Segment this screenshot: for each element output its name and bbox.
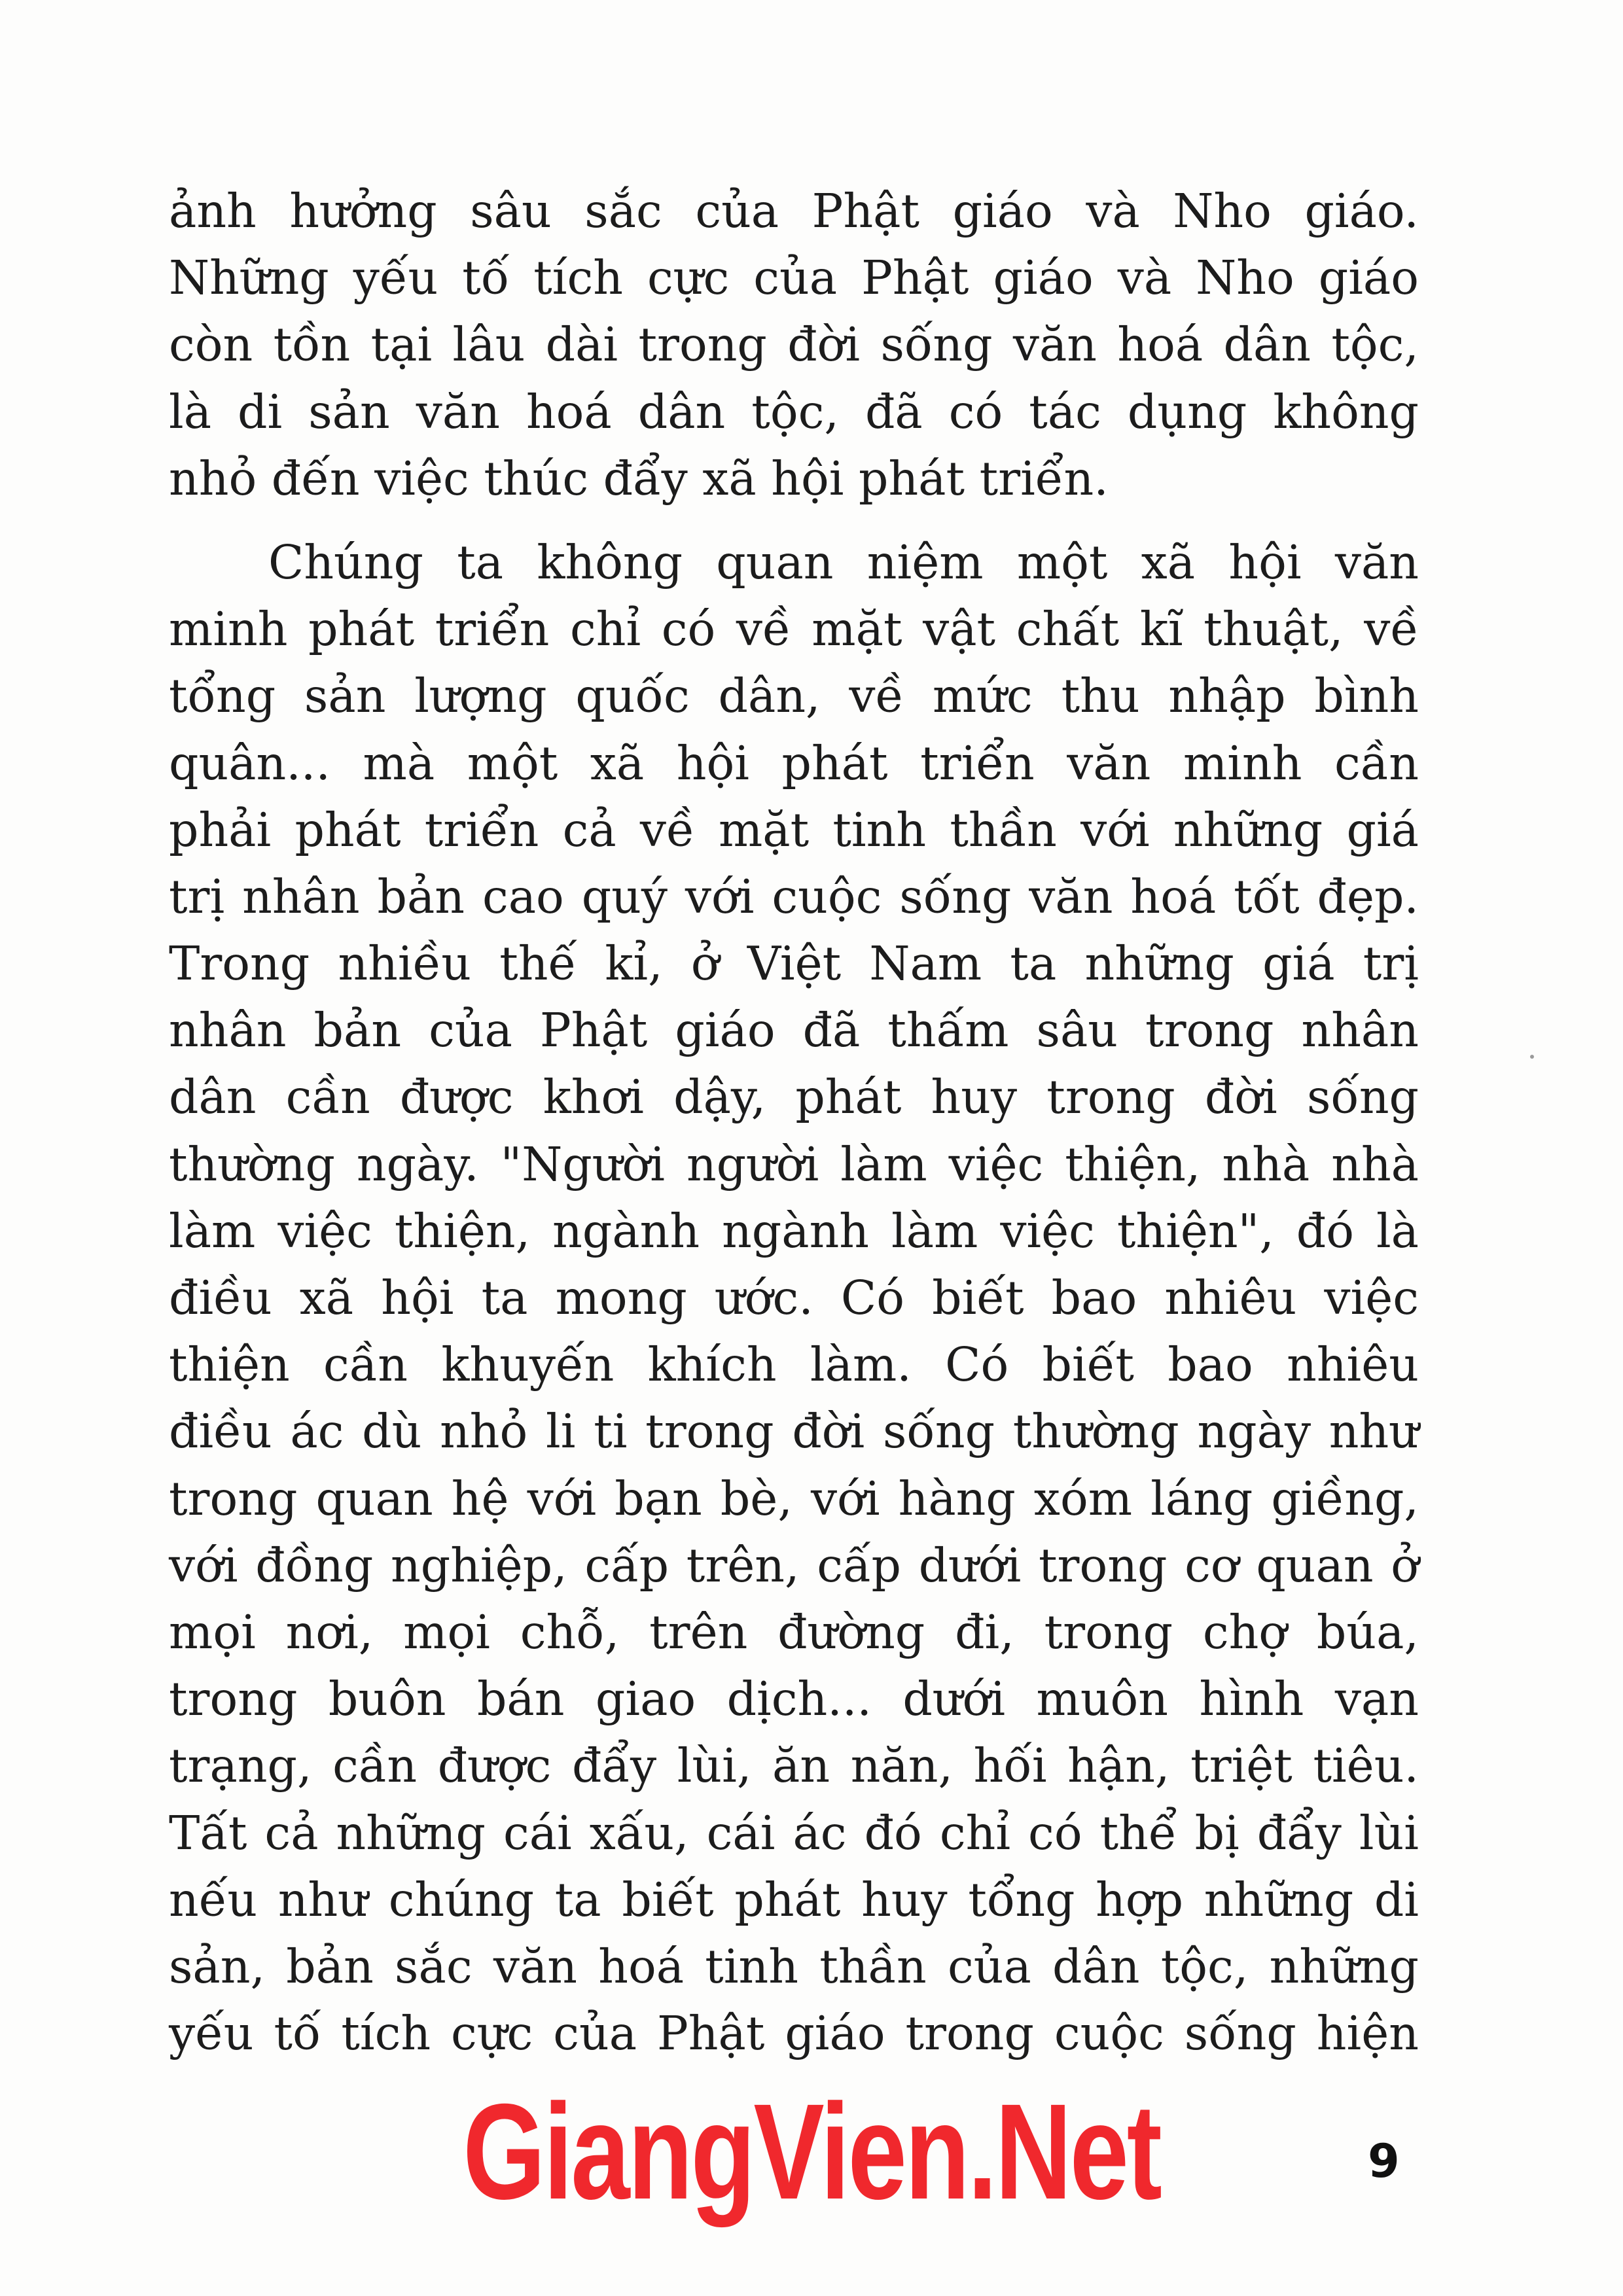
text-line: phải phát triển cả về mặt tinh thần với những giá xyxy=(169,802,1419,857)
text-line: Chúng ta không quan niệm một xã hội văn xyxy=(268,535,1419,590)
scan-speck xyxy=(1530,1055,1534,1059)
text-line: làm việc thiện, ngành ngành làm việc thiện", đó là xyxy=(169,1203,1419,1258)
text-line: còn tồn tại lâu dài trong đời sống văn hoá dân tộc, xyxy=(169,317,1419,372)
text-line: dân cần được khơi dậy, phát huy trong đời sống xyxy=(169,1070,1419,1125)
text-line: Những yếu tố tích cực của Phật giáo và Nho giáo xyxy=(169,251,1419,306)
text-line: Tất cả những cái xấu, cái ác đó chỉ có thể bị đẩy lùi xyxy=(169,1805,1419,1860)
text-line: trong buôn bán giao dịch... dưới muôn hình vạn xyxy=(169,1672,1419,1727)
text-line: quân... mà một xã hội phát triển văn minh cần xyxy=(169,735,1419,790)
page-number: 9 xyxy=(1368,2134,1400,2188)
text-line: là di sản văn hoá dân tộc, đã có tác dụng không xyxy=(169,384,1419,439)
paragraph-gap xyxy=(169,512,1419,529)
text-line: mọi nơi, mọi chỗ, trên đường đi, trong chợ búa, xyxy=(169,1604,1419,1659)
text-line: nhân bản của Phật giáo đã thấm sâu trong nhân xyxy=(169,1003,1419,1058)
text-line: nhỏ đến việc thúc đẩy xã hội phát triển. xyxy=(169,451,1109,506)
text-line: tổng sản lượng quốc dân, về mức thu nhập bình xyxy=(169,669,1419,724)
text-line: trong quan hệ với bạn bè, với hàng xóm láng giềng, xyxy=(169,1471,1419,1526)
text-line: trị nhân bản cao quý với cuộc sống văn hoá tốt đẹp. xyxy=(169,869,1419,924)
text-line: nếu như chúng ta biết phát huy tổng hợp những di xyxy=(169,1872,1419,1927)
text-line: điều ác dù nhỏ li ti trong đời sống thường ngày như xyxy=(169,1404,1419,1459)
text-line: thường ngày. "Người người làm việc thiện, nhà nhà xyxy=(169,1137,1419,1192)
text-line: trạng, cần được đẩy lùi, ăn năn, hối hận, triệt tiêu. xyxy=(169,1739,1419,1793)
text-line: điều xã hội ta mong ước. Có biết bao nhiêu việc xyxy=(169,1271,1419,1325)
text-line: với đồng nghiệp, cấp trên, cấp dưới trong cơ quan ở xyxy=(169,1538,1419,1593)
text-line: sản, bản sắc văn hoá tinh thần của dân tộc, những xyxy=(169,1939,1419,1994)
text-line: minh phát triển chỉ có về mặt vật chất kĩ thuật, về xyxy=(169,602,1419,657)
watermark-logo: GiangVien.Net xyxy=(463,2076,1160,2228)
text-line: ảnh hưởng sâu sắc của Phật giáo và Nho giáo. xyxy=(169,184,1419,238)
body-text xyxy=(169,178,1419,2067)
text-line: thiện cần khuyến khích làm. Có biết bao nhiêu xyxy=(169,1337,1419,1392)
text-line: yếu tố tích cực của Phật giáo trong cuộc sống hiện xyxy=(169,2006,1419,2061)
text-line: Trong nhiều thế kỉ, ở Việt Nam ta những giá trị xyxy=(169,936,1419,991)
